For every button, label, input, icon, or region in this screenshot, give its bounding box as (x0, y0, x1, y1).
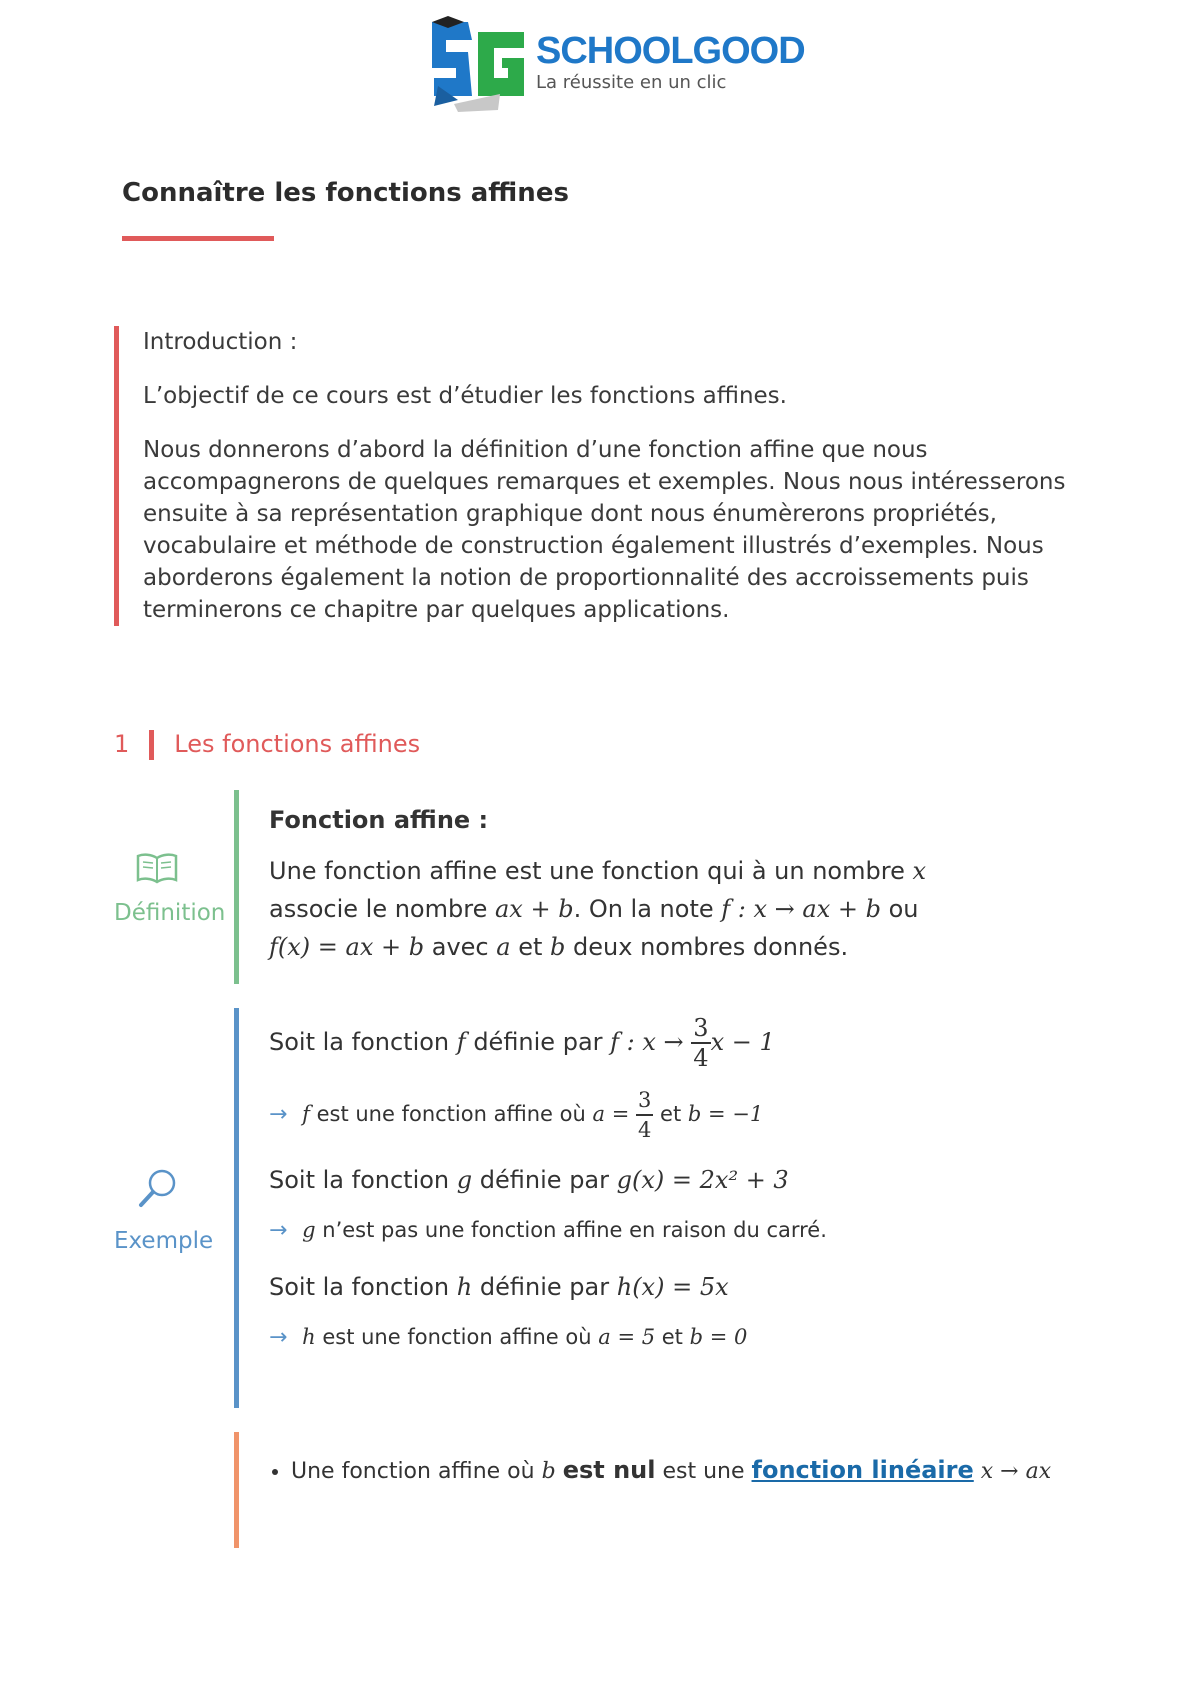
title-underline (122, 236, 274, 241)
def-math-a: a (496, 933, 511, 961)
definition-block (234, 790, 1129, 984)
section-heading (114, 730, 420, 760)
ex1-note-text-1: est une fonction affine où (316, 1102, 586, 1126)
definition-label: Définition (114, 900, 226, 926)
ex1-note-frac-num: 3 (636, 1086, 653, 1116)
ex3-text-1: Soit la fonction (269, 1273, 450, 1301)
example-block (234, 1008, 1129, 1408)
example-1-statement (269, 1014, 1129, 1072)
introduction-block (114, 326, 1113, 626)
linear-function-link[interactable]: fonction linéaire (751, 1456, 974, 1484)
arrow-icon: → (269, 1218, 288, 1243)
example-2-statement (269, 1166, 1129, 1194)
ex1-frac-den: 4 (693, 1044, 709, 1072)
def-math-b: b (550, 933, 566, 961)
remark-text-2: est une (662, 1459, 745, 1484)
section-divider (149, 730, 154, 760)
ex3-text-2: définie par (479, 1273, 610, 1301)
arrow-icon: → (269, 1102, 288, 1127)
logo-tagline: La réussite en un clic (536, 72, 727, 93)
remark-text-1: Une fonction affine où (291, 1459, 535, 1484)
ex3-note-b: b = 0 (689, 1325, 748, 1349)
ex3-note-h: h (302, 1325, 316, 1349)
def-text-7: deux nombres donnés. (573, 933, 849, 961)
remark-item (291, 1452, 1129, 1490)
magnifier-icon (136, 1166, 180, 1210)
page-title: Connaître les fonctions affines (122, 178, 569, 208)
ex2-math-expr: g(x) = 2x² + 3 (616, 1166, 789, 1194)
ex3-math-expr: h(x) = 5x (616, 1273, 729, 1301)
ex3-math-h: h (456, 1273, 473, 1301)
remark-list (269, 1452, 1129, 1490)
arrow-icon: → (269, 1325, 288, 1350)
example-2-note (269, 1218, 1129, 1243)
definition-heading: Fonction affine : (269, 806, 489, 834)
ex1-note-a: a = (592, 1102, 630, 1126)
ex1-note-f: f (302, 1102, 310, 1126)
remark-bold: est nul (562, 1456, 656, 1484)
ex1-math-f: f (456, 1028, 466, 1056)
def-text-3: . On la note (573, 895, 714, 923)
ex2-text-1: Soit la fonction (269, 1166, 450, 1194)
schoolgood-logo[interactable] (428, 16, 805, 112)
ex2-note-g: g (302, 1218, 316, 1242)
ex3-note-text-1: est une fonction affine où (322, 1325, 592, 1349)
remark-math-b: b (541, 1459, 556, 1484)
def-math-axb: ax + b (494, 895, 574, 923)
example-3-note (269, 1325, 1129, 1350)
def-text-1: Une fonction affine est une fonction qui à un nombre (269, 857, 905, 885)
logo-brand: SCHOOLGOOD (536, 30, 805, 72)
book-icon (135, 852, 179, 886)
ex1-note-fraction (636, 1086, 653, 1144)
ex1-text-1: Soit la fonction (269, 1028, 450, 1056)
ex1-fraction (691, 1014, 710, 1072)
ex3-note-text-2: et (661, 1325, 683, 1349)
def-text-2: associe le nombre (269, 895, 488, 923)
intro-paragraph-1: L’objectif de ce cours est d’étudier les fonctions affines. (143, 383, 787, 409)
ex3-note-a: a = 5 (598, 1325, 656, 1349)
example-3-statement (269, 1273, 1129, 1301)
def-text-6: et (518, 933, 543, 961)
section-number: 1 (114, 730, 130, 758)
def-math-fx: f(x) = ax + b (269, 933, 425, 961)
intro-paragraph-2: Nous donnerons d’abord la définition d’une fonction affine que nous accompagnerons de quelques remarques et exemples. Nous nous intéresserons ensuite à sa représentation graphique dont nous énumèrerons propriétés, vocabulaire et méthode de construction également illustrés d’exemples. Nous aborderons également la notion de proportionnalité des accroissements puis terminerons ce chapitre par quelques applications. (143, 437, 1066, 623)
ex2-note-text: n’est pas une fonction affine en raison du carré. (322, 1218, 827, 1242)
def-math-x: x (912, 857, 927, 885)
ex1-math-post: x − 1 (710, 1028, 775, 1056)
def-text-5: avec (431, 933, 489, 961)
definition-text (269, 852, 1129, 966)
ex1-frac-num: 3 (693, 1014, 709, 1042)
remark-math-map: x → ax (980, 1459, 1052, 1484)
example-1-note (269, 1086, 1129, 1144)
intro-label: Introduction : (143, 329, 298, 355)
def-math-notation: f : x → ax + b (721, 895, 881, 923)
logo-monogram-icon (428, 16, 532, 112)
ex1-note-frac-den: 4 (637, 1118, 652, 1142)
remark-block (234, 1432, 1129, 1548)
section-title: Les fonctions affines (174, 730, 421, 758)
ex2-math-g: g (456, 1166, 473, 1194)
def-text-4: ou (888, 895, 919, 923)
ex1-note-b: b = −1 (687, 1102, 764, 1126)
ex1-note-text-2: et (660, 1102, 682, 1126)
example-label: Exemple (114, 1228, 214, 1254)
ex1-text-2: définie par (473, 1028, 603, 1056)
ex2-text-2: définie par (479, 1166, 609, 1194)
ex1-math-pre: f : x → (610, 1028, 684, 1056)
